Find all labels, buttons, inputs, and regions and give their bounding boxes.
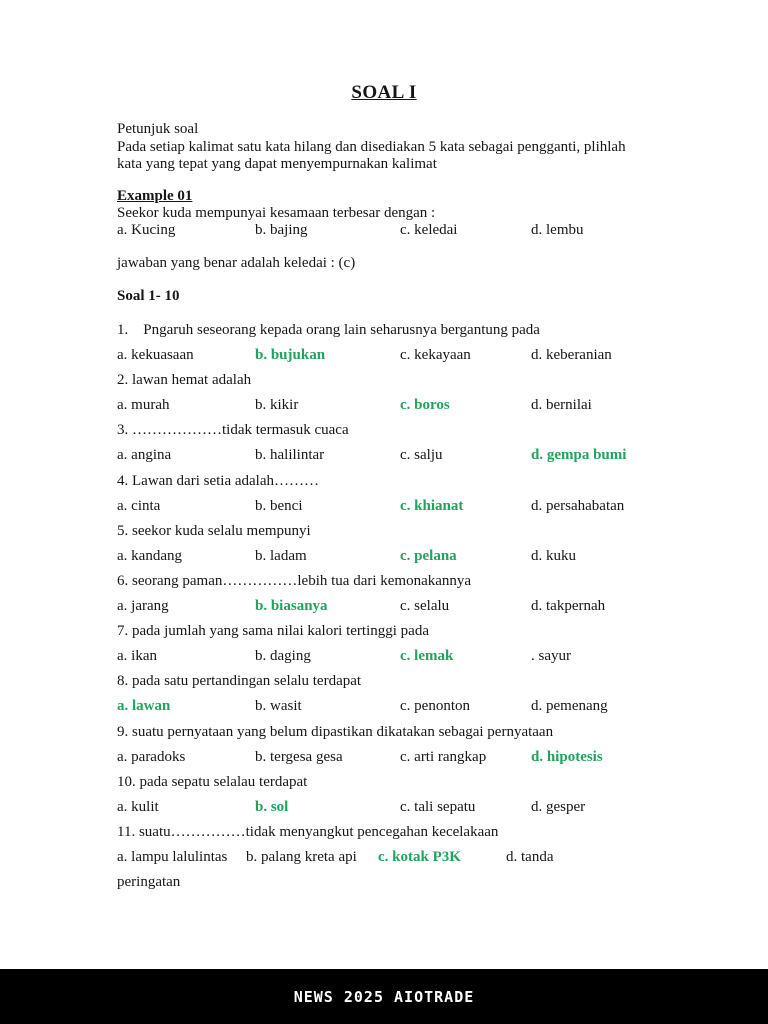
question-2-option-b: b. kikir	[255, 397, 299, 414]
question-3-option-a: a. angina	[117, 447, 172, 464]
question-5-options	[117, 544, 662, 569]
question-1-options	[117, 343, 662, 368]
question-6-option-d: d. takpernah	[531, 598, 606, 615]
question-4-option-b: b. benci	[255, 497, 303, 514]
question-10-option-b: b. sol	[255, 798, 289, 815]
document-title-text: SOAL I	[351, 82, 417, 103]
question-5-option-a: a. kandang	[117, 547, 182, 564]
question-8-option-a: a. lawan	[117, 698, 171, 715]
question-3-text: 3. ………………tidak termasuk cuaca	[117, 422, 349, 439]
question-10-option-c: c. tali sepatu	[400, 798, 476, 815]
question-5	[117, 519, 662, 569]
footer-bar	[0, 969, 768, 1024]
question-4	[117, 469, 662, 519]
question-9-option-d: d. hipotesis	[531, 748, 603, 765]
question-7-options	[117, 644, 662, 669]
example-option-c: c. keledai	[400, 221, 458, 238]
question-1-text: 1. Pngaruh seseorang kepada orang lain seharusnya bergantung pada	[117, 322, 540, 338]
question-11-option-b: b. palang kreta api	[246, 848, 357, 865]
question-8-option-b: b. wasit	[255, 698, 302, 715]
question-3	[117, 418, 662, 468]
example-option-b: b. bajing	[255, 221, 308, 238]
question-11-option-d-continuation: peringatan	[117, 874, 181, 891]
question-10-text: 10. pada sepatu selalau terdapat	[117, 773, 308, 790]
question-2-text: 2. lawan hemat adalah	[117, 372, 252, 389]
question-11-option-a: a. lampu lalulintas	[117, 848, 228, 865]
question-2-option-c: c. boros	[400, 397, 450, 414]
instructions-line-1: Pada setiap kalimat satu kata hilang dan disediakan 5 kata sebagai pengganti, plihlah	[117, 138, 626, 155]
question-7-option-a: a. ikan	[117, 648, 157, 665]
questions-list	[117, 318, 662, 895]
question-3-option-c: c. salju	[400, 447, 443, 464]
question-2-option-a: a. murah	[117, 397, 170, 414]
example-heading: Example 01	[117, 188, 193, 204]
question-8-text: 8. pada satu pertandingan selalu terdapat	[117, 673, 362, 690]
question-9-option-a: a. paradoks	[117, 748, 186, 765]
question-5-option-b: b. ladam	[255, 547, 307, 564]
question-1	[117, 318, 662, 368]
question-5-text: 5. seekor kuda selalu mempunyi	[117, 522, 311, 539]
question-6-options	[117, 594, 662, 619]
question-7-option-c: c. lemak	[400, 648, 454, 665]
question-8-options	[117, 694, 662, 719]
question-10-options	[117, 795, 662, 820]
instructions-line-2: kata yang tepat yang dapat menyempurnakan kalimat	[117, 156, 437, 173]
question-11-option-c: c. kotak P3K	[378, 848, 461, 865]
question-3-options	[117, 443, 662, 468]
document-title	[0, 81, 768, 105]
question-4-option-a: a. cinta	[117, 497, 161, 514]
question-3-option-b: b. halilintar	[255, 447, 325, 464]
question-2-option-d: d. bernilai	[531, 397, 592, 414]
question-9-options	[117, 745, 662, 770]
question-8	[117, 669, 662, 719]
question-11-options	[117, 845, 662, 870]
example-options-row	[117, 222, 662, 239]
question-4-text: 4. Lawan dari setia adalah………	[117, 472, 320, 489]
question-1-option-d: d. keberanian	[531, 347, 612, 364]
question-9	[117, 720, 662, 770]
example-block	[117, 188, 662, 238]
question-9-option-b: b. tergesa gesa	[255, 748, 343, 765]
instructions-heading: Petunjuk soal	[117, 121, 199, 137]
question-11	[117, 820, 662, 895]
question-6-option-c: c. selalu	[400, 598, 450, 615]
question-8-option-c: c. penonton	[400, 698, 470, 715]
question-9-option-c: c. arti rangkap	[400, 748, 487, 765]
question-5-option-c: c. pelana	[400, 547, 457, 564]
question-3-option-d: d. gempa bumi	[531, 447, 627, 464]
example-question: Seekor kuda mempunyai kesamaan terbesar dengan :	[117, 204, 436, 221]
question-10-option-d: d. gesper	[531, 798, 586, 815]
question-6-text: 6. seorang paman……………lebih tua dari kemonakannya	[117, 572, 472, 589]
question-10	[117, 770, 662, 820]
question-7	[117, 619, 662, 669]
question-10-option-a: a. kulit	[117, 798, 159, 815]
question-1-option-c: c. kekayaan	[400, 347, 471, 364]
instructions-block	[117, 121, 662, 174]
question-6-option-b: b. biasanya	[255, 598, 328, 615]
question-2-options	[117, 393, 662, 418]
question-4-options	[117, 494, 662, 519]
question-5-option-d: d. kuku	[531, 547, 576, 564]
question-4-option-d: d. persahabatan	[531, 497, 625, 514]
question-7-text: 7. pada jumlah yang sama nilai kalori tertinggi pada	[117, 623, 429, 640]
question-2	[117, 368, 662, 418]
question-6	[117, 569, 662, 619]
example-answer-note: jawaban yang benar adalah keledai : (c)	[117, 255, 356, 271]
question-9-text: 9. suatu pernyataan yang belum dipastikan dikatakan sebagai pernyataan	[117, 723, 554, 740]
example-option-a: a. Kucing	[117, 221, 176, 238]
question-6-option-a: a. jarang	[117, 598, 169, 615]
question-1-option-a: a. kekuasaan	[117, 347, 194, 364]
question-8-option-d: d. pemenang	[531, 698, 608, 715]
section-heading: Soal 1- 10	[117, 288, 180, 304]
question-7-option-b: b. daging	[255, 648, 311, 665]
question-4-option-c: c. khianat	[400, 497, 464, 514]
example-option-d: d. lembu	[531, 221, 584, 238]
question-7-option-d: . sayur	[531, 648, 571, 665]
question-11-option-d: d. tanda	[506, 848, 554, 865]
question-1-option-b: b. bujukan	[255, 347, 326, 364]
footer-watermark-text: NEWS 2025 AIOTRADE	[293, 987, 475, 1006]
question-11-text: 11. suatu……………tidak menyangkut pencegahan kecelakaan	[117, 823, 499, 840]
